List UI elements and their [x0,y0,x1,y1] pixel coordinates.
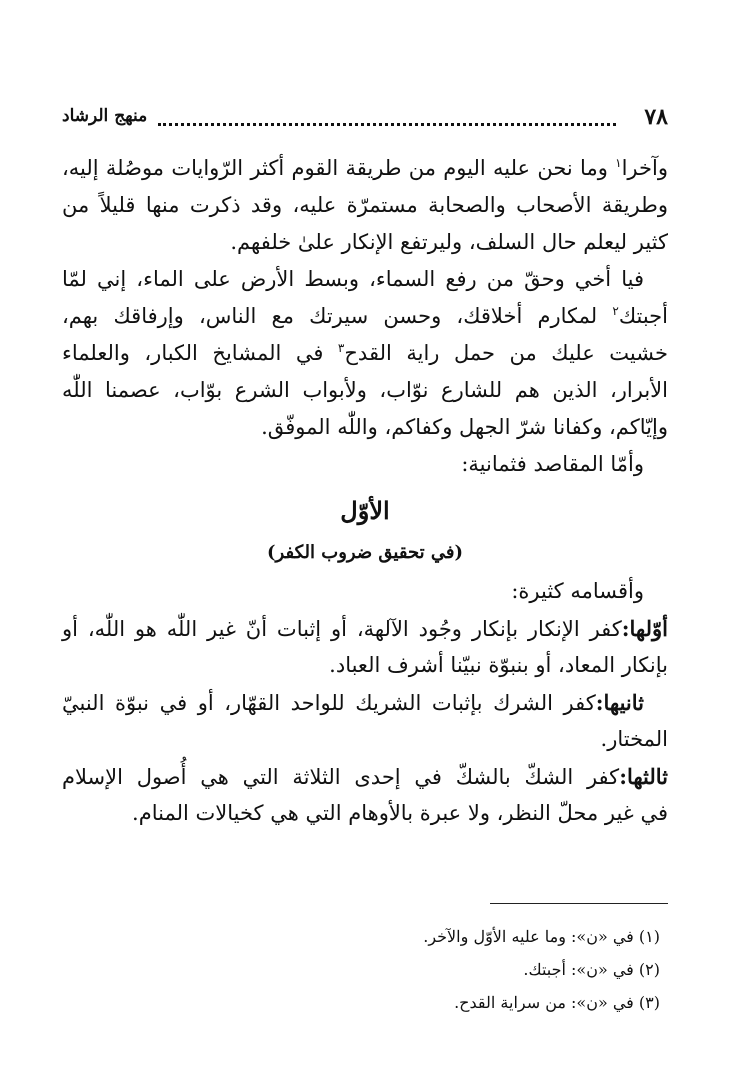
text-line: كثير ليعلم حال السلف، وليرتفع الإنكار علىٰ خلفهم. [230,230,668,254]
item-label: ثانيها: [595,690,644,715]
text-run: وما نحن عليه اليوم من طريقة القوم أكثر الرّوايات موصُلة إليه، [62,156,608,180]
header-leader-dots [158,123,616,126]
text-line [62,150,668,187]
text-line: في غير محلّ النظر، ولا عبرة بالأوهام التي هي كخيالات المنام. [132,801,668,825]
text-run: كفر الإنكار بإنكار وجُود الآلهة، أو إثبات أنّ غير اللّٰه هو اللّٰه، أو [62,617,622,641]
text-line: وأمّا المقاصد فثمانية: [461,452,644,476]
text-line: وطريقة الأصحاب والصحابة مستمرّة عليه، وقد ذكرت منها قليلاً من [62,193,668,217]
text-run: كفر الشرك بإثبات الشريك للواحد القهّار، أو في نبوّة النبيّ [62,691,596,715]
text-line [62,335,668,372]
text-line: فيا أخي وحقّ من رفع السماء، وبسط الأرض على الماء، إني لمّا [62,267,644,291]
item-label: أوّلها: [621,616,668,641]
section-subheading: (في تحقيق ضروب الكفر) [267,542,463,563]
running-header [62,104,668,136]
text-line [62,610,668,647]
footnote-marker: ٣ [337,341,345,355]
text-line: وأقسامه كثيرة: [511,579,644,603]
footnote: (٢) في «ن»: أجبتك. [523,960,660,979]
footnotes [62,920,660,1019]
text-line: المختار. [600,727,668,751]
footnote-marker: ٢ [612,304,619,318]
text-run: خشيت عليك من حمل راية القدح [344,341,668,365]
section-heading: الأوّل [340,496,390,525]
item-label: ثالثها: [619,764,668,789]
text-run: وآخرا [621,156,668,180]
footnote-marker: ١ [615,156,622,170]
text-line: وإيّاكم، وكفانا شرّ الجهل وكفاكم، واللّٰه الموفّق. [261,415,668,439]
running-title: منهج الرشاد [62,106,148,126]
text-line: بإنكار المعاد، أو بنبوّة نبيّنا أشرف العباد. [329,653,668,677]
footnote: (٣) في «ن»: من سراية القدح. [454,993,660,1012]
text-line [62,298,668,335]
text-run: كفر الشكّ بالشكّ في إحدى الثلاثة التي هي أُصول الإسلام [62,765,620,789]
text-run: أجبتك [618,304,669,328]
text-line [62,758,668,795]
page-body [62,150,668,832]
page-number: ٧٨ [644,104,668,130]
text-run: في المشايخ الكبار، والعلماء [62,341,324,365]
text-line [62,684,668,721]
footnote: (١) في «ن»: وما عليه الأوّل والآخر. [423,927,660,946]
text-run: لمكارم أخلاقك، وحسن سيرتك مع الناس، وإرفاقك بهم، [62,304,598,328]
text-line: الأبرار، الذين هم للشارع نوّاب، ولأبواب الشرع بوّاب، عصمنا اللّٰه [62,378,668,402]
footnote-separator [490,903,668,904]
